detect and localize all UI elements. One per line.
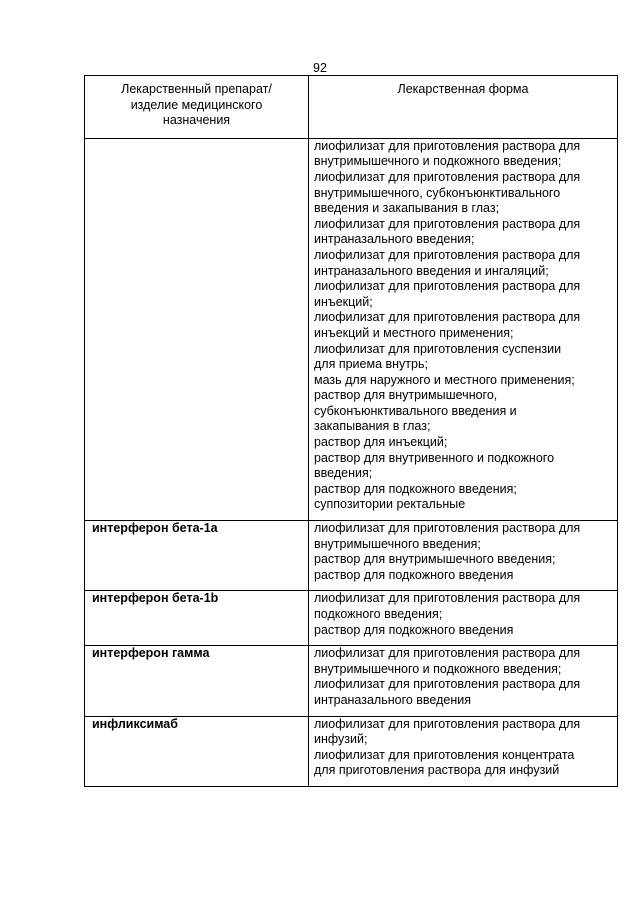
form-line: внутримышечного и подкожного введения; [314, 154, 562, 169]
form-line: лиофилизат для приготовления суспензии [314, 341, 562, 356]
form-line: лиофилизат для приготовления раствора для [314, 716, 581, 731]
drug-name-cell-empty [85, 138, 309, 520]
form-line: лиофилизат для приготовления раствора для [314, 677, 581, 692]
form-line: лиофилизат для приготовления раствора для [314, 279, 581, 294]
form-line: раствор для подкожного введения [314, 567, 514, 582]
dosage-forms-cell [309, 716, 618, 786]
dosage-forms-cell [309, 591, 618, 646]
form-line: лиофилизат для приготовления раствора для [314, 169, 581, 184]
header-drug-name-line: изделие медицинского [130, 97, 263, 112]
form-line: внутримышечного введения; [314, 536, 481, 551]
dosage-forms-cell [309, 646, 618, 716]
form-line: раствор для внутривенного и подкожного [314, 450, 555, 465]
form-line: внутримышечного и подкожного введения; [314, 661, 562, 676]
form-line: введения и закапывания в глаз; [314, 201, 500, 216]
form-line: лиофилизат для приготовления раствора для [314, 591, 581, 606]
form-line: лиофилизат для приготовления раствора для [314, 521, 581, 536]
header-dosage-form-line: Лекарственная форма [397, 82, 529, 96]
table-row [85, 646, 618, 716]
form-line: лиофилизат для приготовления раствора для [314, 216, 581, 231]
form-line: субконъюнктивального введения и [314, 403, 517, 418]
dosage-forms-cell [309, 138, 618, 520]
drug-name-cell: интерферон бета-1b [85, 591, 309, 646]
drug-name-cell: интерферон гамма [85, 646, 309, 716]
form-line: раствор для внутримышечного введения; [314, 552, 556, 567]
table-header-row [85, 76, 618, 139]
form-line: внутримышечного, субконъюнктивального [314, 185, 561, 200]
form-line: лиофилизат для приготовления концентрата [314, 747, 575, 762]
drug-name-cell: инфликсимаб [85, 716, 309, 786]
form-line: инъекций; [314, 294, 373, 309]
drug-name-cell: интерферон бета-1a [85, 521, 309, 591]
form-line: закапывания в глаз; [314, 419, 431, 434]
table-row [85, 716, 618, 786]
table-row-continuation [85, 138, 618, 520]
form-line: раствор для подкожного введения; [314, 481, 517, 496]
form-line: лиофилизат для приготовления раствора для [314, 310, 581, 325]
form-line: суппозитории ректальные [314, 497, 466, 512]
header-drug-name-line: назначения [162, 113, 231, 128]
form-line: лиофилизат для приготовления раствора для [314, 138, 581, 153]
dosage-forms-cell [309, 521, 618, 591]
header-drug-name-line: Лекарственный препарат/ [121, 82, 272, 96]
form-line: мазь для наружного и местного применения; [314, 372, 575, 387]
form-line: подкожного введения; [314, 607, 443, 621]
table-row [85, 521, 618, 591]
form-line: для приготовления раствора для инфузий [314, 763, 560, 778]
form-line: интраназального введения [314, 692, 472, 707]
form-line: лиофилизат для приготовления раствора для [314, 247, 581, 262]
table-row [85, 591, 618, 646]
form-line: для приема внутрь; [314, 357, 428, 372]
form-line: лиофилизат для приготовления раствора для [314, 646, 581, 661]
drug-forms-table [84, 75, 618, 787]
form-line: интраназального введения; [314, 232, 475, 247]
header-drug-name [85, 76, 309, 139]
form-line: раствор для инъекций; [314, 435, 448, 450]
form-line: введения; [314, 466, 373, 481]
page-number: 92 [313, 61, 327, 75]
form-line: инъекций и местного применения; [314, 325, 514, 340]
header-dosage-form [309, 76, 618, 139]
form-line: инфузий; [314, 732, 368, 747]
form-line: раствор для подкожного введения [314, 622, 514, 637]
form-line: интраназального введения и ингаляций; [314, 263, 549, 278]
form-line: раствор для внутримышечного, [314, 388, 498, 403]
